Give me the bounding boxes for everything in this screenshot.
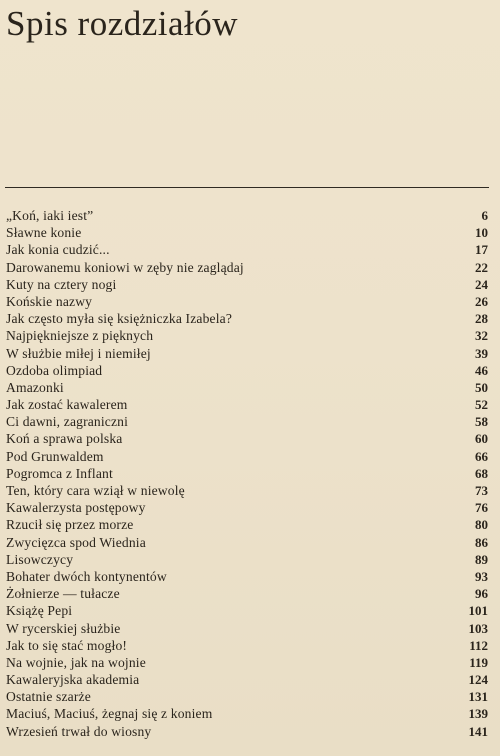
- page-number: 24: [475, 276, 488, 292]
- toc-entry: [6, 430, 488, 447]
- page-number: 60: [475, 431, 488, 447]
- page-number: 32: [475, 328, 488, 344]
- toc-entry: [6, 671, 488, 688]
- toc-entry: [6, 379, 488, 396]
- chapter-title: W rycerskiej służbie: [6, 620, 121, 636]
- toc-entry: [6, 551, 488, 568]
- toc-entry: [6, 293, 488, 310]
- chapter-title: Jak często myła się księżniczka Izabela?: [6, 311, 233, 327]
- chapter-title: Jak konia cudzić...: [6, 242, 110, 258]
- chapter-title: Kawalerzysta postępowy: [6, 500, 146, 516]
- chapter-title: Rzucił się przez morze: [6, 517, 134, 533]
- toc-entry: [6, 259, 488, 276]
- page-number: 101: [468, 603, 488, 619]
- chapter-title: W służbie miłej i niemiłej: [6, 345, 151, 361]
- toc-entry: [6, 499, 488, 516]
- page-number: 58: [475, 414, 488, 430]
- toc-entry: [6, 723, 488, 740]
- page-number: 73: [475, 483, 488, 498]
- page-number: 93: [475, 568, 488, 584]
- chapter-title: Końskie nazwy: [6, 293, 93, 309]
- toc-entry: [6, 637, 488, 654]
- toc-entry: [6, 413, 488, 430]
- page-number: 26: [475, 293, 488, 309]
- chapter-title: Najpiękniejsze z pięknych: [6, 328, 154, 344]
- chapter-title: Bohater dwóch kontynentów: [6, 568, 167, 584]
- page-number: 66: [475, 448, 488, 464]
- toc-entry: [6, 654, 488, 671]
- chapter-title: Żołnierze — tułacze: [6, 586, 120, 602]
- chapter-title: Koń a sprawa polska: [6, 431, 123, 447]
- toc-entry: [6, 224, 488, 241]
- page-number: 22: [475, 259, 488, 275]
- page-number: 10: [475, 225, 488, 241]
- toc-entry: [6, 620, 488, 637]
- chapter-title: Pod Grunwaldem: [6, 448, 104, 464]
- chapter-title: Jak zostać kawalerem: [6, 397, 128, 413]
- page-number: 50: [475, 379, 488, 395]
- page-number: 141: [468, 723, 488, 739]
- toc-entry: [6, 345, 488, 362]
- toc-entry: [6, 276, 488, 293]
- divider-rule: [5, 187, 489, 188]
- page-number: 119: [469, 654, 488, 670]
- toc-entry: [6, 585, 488, 602]
- toc-entry: [6, 362, 488, 379]
- toc-entry: [6, 448, 488, 465]
- chapter-title: Wrzesień trwał do wiosny: [6, 723, 152, 739]
- toc-entry: [6, 310, 488, 327]
- toc-entry: [6, 602, 488, 619]
- page-number: 131: [468, 689, 488, 705]
- page-number: 39: [475, 345, 488, 361]
- chapter-title: Książę Pepi: [6, 603, 73, 619]
- toc-entry: [6, 396, 488, 413]
- page-number: 89: [475, 551, 488, 567]
- chapter-title: Kawaleryjska akademia: [6, 672, 140, 688]
- toc-entry: [6, 465, 488, 482]
- chapter-title: Jak to się stać mogło!: [6, 637, 128, 653]
- chapter-title: Maciuś, Maciuś, żegnaj się z koniem: [6, 706, 213, 722]
- page-number: 6: [481, 208, 488, 223]
- chapter-title: „Koń, iaki iest”: [6, 208, 94, 223]
- chapter-title: Ostatnie szarże: [6, 689, 91, 705]
- toc-entry: [6, 327, 488, 344]
- page-number: 139: [468, 706, 488, 722]
- chapter-title: Lisowczycy: [6, 551, 74, 567]
- page-number: 28: [475, 311, 488, 327]
- page-number: 68: [475, 465, 488, 481]
- table-of-contents: [6, 207, 488, 740]
- page-title: Spis rozdziałów: [6, 4, 239, 43]
- toc-entry: [6, 705, 488, 722]
- toc-entry: [6, 516, 488, 533]
- page-number: 103: [468, 620, 488, 636]
- page-number: 80: [475, 517, 488, 533]
- page-number: 46: [475, 362, 488, 378]
- chapter-title: Zwycięzca spod Wiednia: [6, 534, 146, 550]
- toc-entry: [6, 241, 488, 258]
- toc-entry: [6, 482, 488, 499]
- toc-entry: [6, 207, 488, 224]
- page-number: 52: [475, 397, 488, 413]
- chapter-title: Amazonki: [6, 379, 64, 395]
- toc-entry: [6, 534, 488, 551]
- toc-entry: [6, 568, 488, 585]
- page-number: 124: [468, 672, 488, 688]
- chapter-title: Ozdoba olimpiad: [6, 362, 103, 378]
- chapter-title: Ci dawni, zagraniczni: [6, 414, 129, 430]
- toc-entry: [6, 688, 488, 705]
- chapter-title: Pogromca z Inflant: [6, 465, 113, 481]
- chapter-title: Sławne konie: [6, 225, 82, 241]
- chapter-title: Darowanemu koniowi w zęby nie zaglądaj: [6, 259, 244, 275]
- chapter-title: Ten, który cara wziął w niewolę: [6, 483, 185, 498]
- page-number: 112: [469, 637, 488, 653]
- page-number: 76: [475, 500, 488, 516]
- chapter-title: Na wojnie, jak na wojnie: [6, 654, 146, 670]
- page-number: 86: [475, 534, 488, 550]
- page-number: 17: [475, 242, 488, 258]
- chapter-title: Kuty na cztery nogi: [6, 276, 117, 292]
- page-number: 96: [475, 586, 488, 602]
